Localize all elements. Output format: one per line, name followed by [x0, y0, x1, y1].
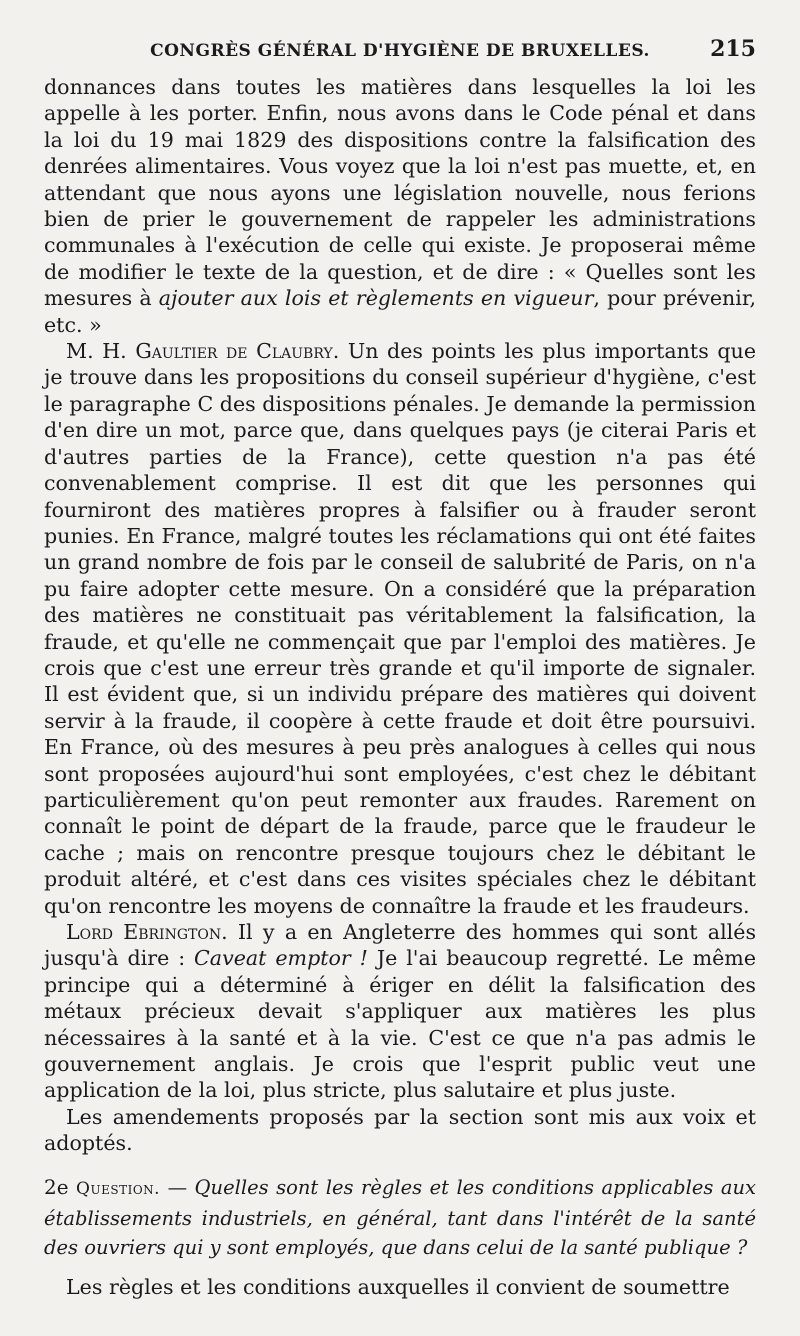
body-text: [44, 74, 756, 1300]
question-heading: 2e Question. — Quelles sont les règles et les conditions applicables aux établissements industriels, en général, tant dans l'intérêt de la santé des ouvriers qui y sont employés, que dans celui de la santé publique ?: [44, 1174, 757, 1259]
paragraph-continuation: donnances dans toutes les matières dans lesquelles la loi les appelle à les porter. Enfin, nous avons dans le Code pénal et dans la loi du 19 mai 1829 des dispositions contre la falsification des denrées alimentaires. Vous voyez que la loi n'est pas muette, et, en attendant que nous ayons une législation nouvelle, nous ferions bien de prier le gouvernement de rappeler les administrations communales à l'exécution de celle qui existe. Je proposerai même de modifier le texte de la question, et de dire : « Quelles sont les mesures à ajouter aux lois et règlements en vigueur, pour prévenir, etc. »: [44, 75, 757, 337]
paragraph-final: Les règles et les conditions auxquelles il convient de soumettre: [66, 1274, 730, 1299]
italic-phrase: ajouter aux lois et règlements en vigueur: [158, 286, 594, 311]
speaker-name: Lord Ebrington.: [66, 920, 228, 944]
question-number: 2e: [44, 1174, 69, 1199]
speaker-name: M. H. Gaultier de Claubry.: [66, 339, 340, 364]
paragraph-ebrington: Lord Ebrington. Il y a en Angleterre des hommes qui sont allés jusqu'à dire : Caveat emptor ! Je l'ai beaucoup regretté. Le même principe qui a déterminé à ériger en délit la falsification des métaux précieux devait s'appliquer aux matières les plus nécessaires à la santé et à la vie. C'est ce que n'a pas admis le gouvernement anglais. Je crois que l'esprit public veut une application de la loi, plus stricte, plus salutaire et plus juste.: [44, 920, 757, 1103]
paragraph-gaultier: M. H. Gaultier de Claubry. Un des points les plus importants que je trouve dans les propositions du conseil supérieur d'hygiène, c'est le paragraphe C des dispositions pénales. Je demande la permission d'en dire un mot, parce que, dans quelques pays (je citerai Paris et d'autres parties de la France), cette question n'a pas été convenablement comprise. Il est dit que les personnes qui fourniront des matières propres à falsifier ou à frauder seront punies. En France, malgré toutes les réclamations qui ont été faites un grand nombre de fois par le conseil de salubrité de Paris, on n'a pu faire adopter cette mesure. On a considéré que la préparation des matières ne constituait pas véritablement la falsification, la fraude, et qu'elle ne commençait que par l'emploi des matières. Je crois que c'est une erreur très grande et qu'il importe de signaler. Il est évident que, si un individu prépare des matières qui doivent servir à la fraude, il coopère à cette fraude et doit être poursuivi. En France, où des mesures à peu près analogues à celles qui nous sont proposées aujourd'hui sont employées, c'est chez le débitant particulièrement qu'on peut remonter aux fraudes. Rarement on connaît le point de départ de la fraude, parce que le fraudeur le cache ; mais on rencontre presque toujours chez le débitant le produit altéré, et c'est dans ces visites spéciales chez le débitant qu'on rencontre les moyens de connaître la fraude et les fraudeurs.: [44, 339, 757, 918]
italic-phrase: Caveat emptor !: [194, 946, 368, 971]
question-label: Question.: [76, 1178, 161, 1199]
running-title: CONGRÈS GÉNÉRAL D'HYGIÈNE DE BRUXELLES.: [150, 41, 650, 61]
question-text: Quelles sont les règles et les conditions applicables aux établissements industriels, en général, tant dans l'intérêt de la santé des ouvriers qui y sont employés, que dans celui de la santé publique ?: [44, 1175, 757, 1259]
page-number: 215: [710, 36, 756, 62]
paragraph-vote: Les amendements proposés par la section sont mis aux voix et adoptés.: [44, 1104, 756, 1156]
running-head: [44, 36, 756, 74]
